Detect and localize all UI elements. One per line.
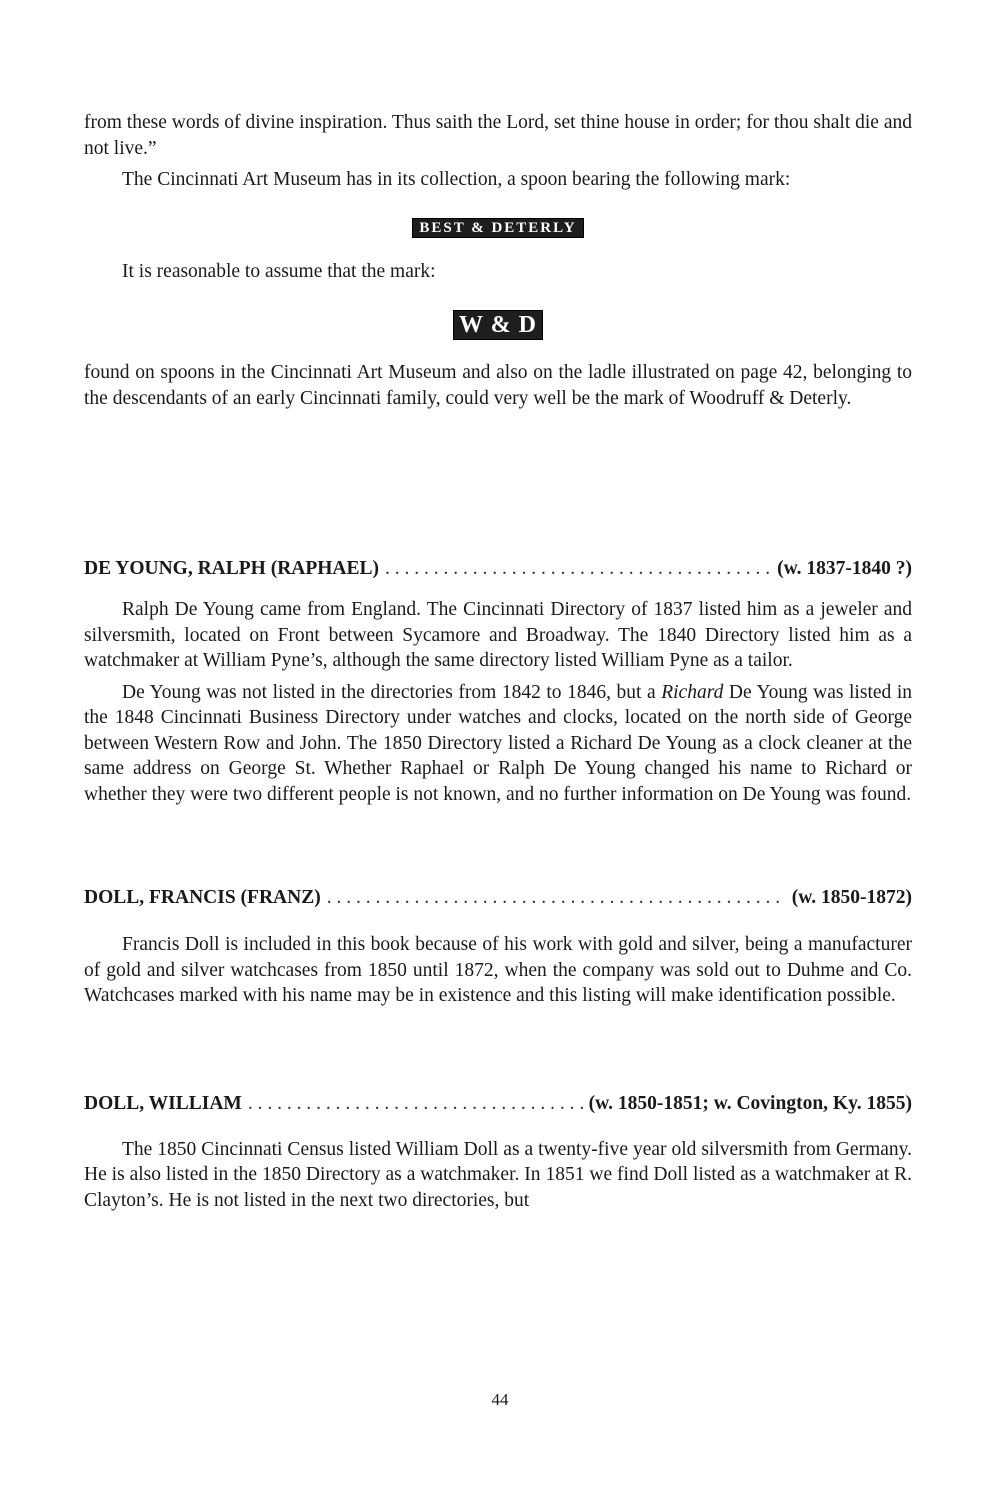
page-body <box>84 110 912 1213</box>
page-number: 44 <box>491 1390 509 1409</box>
entry-de-young <box>84 556 912 807</box>
entry-heading <box>84 885 912 910</box>
mark-best-deterly-row <box>84 218 912 238</box>
intro-paragraph-assume: It is reasonable to assume that the mark: <box>122 260 436 282</box>
dot-leader <box>248 1091 583 1116</box>
w-and-d-mark: W & D <box>453 310 543 340</box>
entry-dates: (w. 1850-1872) <box>791 887 912 908</box>
intro-paragraph-continuation: from these words of divine inspiration. Thus saith the Lord, set thine house in order; for thou shalt die and not live.” <box>84 112 912 159</box>
entry-name: DOLL, FRANCIS (FRANZ) <box>84 887 321 908</box>
mark-w-and-d-row <box>84 310 912 340</box>
intro-paragraph-ladle: found on spoons in the Cincinnati Art Museum and also on the ladle illustrated on page 42, belonging to the descendants of an early Cincinnati family, could very well be the mark of Woodruff & Deterly. <box>84 362 912 409</box>
entry-name: DOLL, WILLIAM <box>84 1092 242 1114</box>
entry-heading <box>84 556 912 581</box>
entry-name: DE YOUNG, RALPH (RAPHAEL) <box>84 558 380 579</box>
intro-paragraph-museum: The Cincinnati Art Museum has in its collection, a spoon bearing the following mark: <box>122 169 791 190</box>
entry-paragraph: Ralph De Young came from England. The Cincinnati Directory of 1837 listed him as a jeweler and silversmith, located on Front between Sycamore and Broadway. The 1840 Directory listed him as a watchmaker at William Pyne’s, although the same directory listed William Pyne as a tailor. <box>84 599 912 671</box>
dot-leader <box>385 556 771 581</box>
best-deterly-mark: BEST & DETERLY <box>412 218 583 238</box>
entry-dates: (w. 1837-1840 ?) <box>777 558 912 579</box>
entry-paragraph: Francis Doll is included in this book because of his work with gold and silver, being a manufacturer of gold and silver watchcases from 1850 until 1872, when the company was sold out to Duhme and Co. Watchcases marked with his name may be in existence and this listing will make identification possible. <box>84 934 912 1006</box>
entry-text: De Young was listed in the 1848 Cincinnati Business Directory under watches and clocks, located on the north side of George between Western Row and John. The 1850 Directory listed a Richard De Young as a clock cleaner at the same address on George St. Whether Raphael or Ralph De Young changed his name to Richard or whether they were two different people is not known, and no further information on De Young was found. <box>84 681 912 805</box>
entry-doll-william <box>84 1091 912 1214</box>
entry-italic-name: Richard <box>661 681 724 703</box>
dot-leader <box>327 885 786 910</box>
entry-paragraph: The 1850 Cincinnati Census listed William Doll as a twenty-five year old silversmith from Germany. He is also listed in the 1850 Directory as a watchmaker. In 1851 we find Doll listed as a watchmaker at R. Clayton’s. He is not listed in the next two directories, but <box>84 1138 912 1211</box>
entry-paragraph <box>84 680 912 808</box>
entry-heading <box>84 1091 912 1116</box>
entry-dates: (w. 1850-1851; w. Covington, Ky. 1855) <box>588 1092 912 1114</box>
entry-doll-francis <box>84 885 912 1009</box>
entry-text: De Young was not listed in the directories from 1842 to 1846, but a <box>122 681 662 703</box>
